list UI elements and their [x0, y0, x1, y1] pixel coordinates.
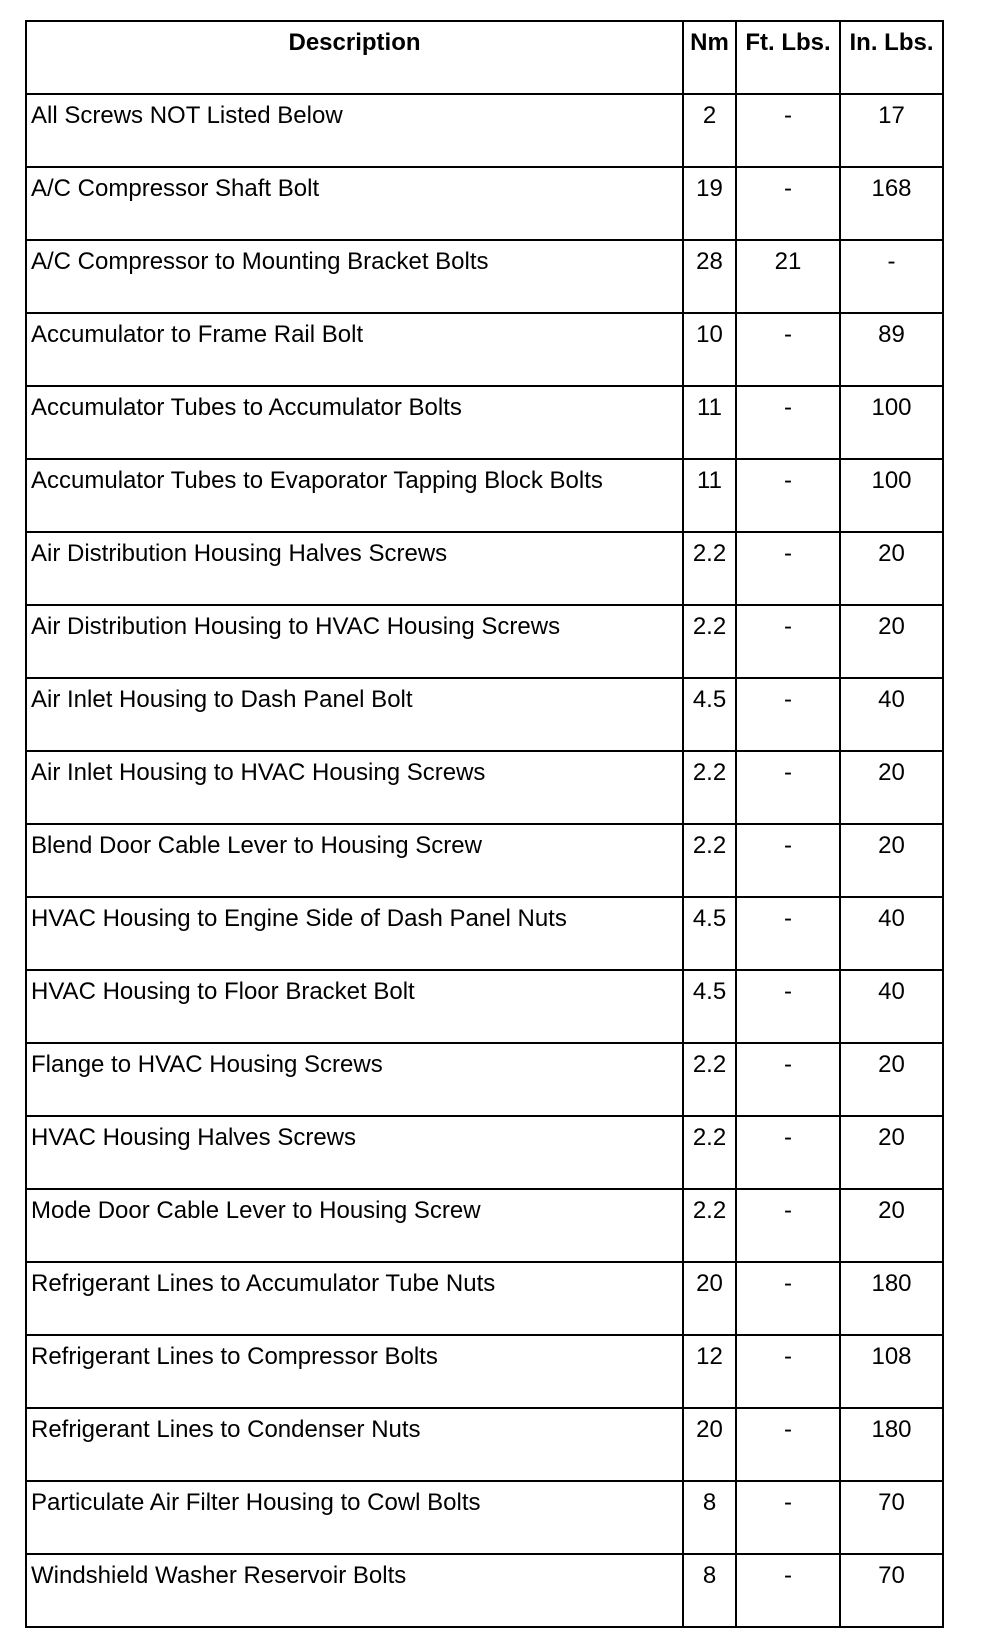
- cell-ft-lbs: -: [736, 532, 840, 605]
- cell-description: HVAC Housing Halves Screws: [26, 1116, 683, 1189]
- cell-ft-lbs: -: [736, 970, 840, 1043]
- cell-ft-lbs: -: [736, 1189, 840, 1262]
- cell-ft-lbs: -: [736, 386, 840, 459]
- cell-description: Air Inlet Housing to Dash Panel Bolt: [26, 678, 683, 751]
- cell-nm: 4.5: [683, 970, 736, 1043]
- cell-ft-lbs: -: [736, 897, 840, 970]
- cell-nm: 2.2: [683, 824, 736, 897]
- cell-description: Particulate Air Filter Housing to Cowl Bolts: [26, 1481, 683, 1554]
- table-row: [26, 1043, 943, 1116]
- cell-in-lbs: 70: [840, 1481, 943, 1554]
- cell-ft-lbs: -: [736, 167, 840, 240]
- cell-nm: 2.2: [683, 605, 736, 678]
- cell-nm: 11: [683, 386, 736, 459]
- cell-description: Flange to HVAC Housing Screws: [26, 1043, 683, 1116]
- cell-description: A/C Compressor Shaft Bolt: [26, 167, 683, 240]
- table-row: [26, 1481, 943, 1554]
- cell-ft-lbs: -: [736, 1554, 840, 1627]
- cell-nm: 20: [683, 1408, 736, 1481]
- cell-ft-lbs: -: [736, 94, 840, 167]
- cell-nm: 2.2: [683, 1043, 736, 1116]
- table-row: [26, 605, 943, 678]
- cell-ft-lbs: -: [736, 1481, 840, 1554]
- cell-ft-lbs: -: [736, 678, 840, 751]
- table-row: [26, 167, 943, 240]
- table-row: [26, 897, 943, 970]
- cell-in-lbs: 17: [840, 94, 943, 167]
- cell-in-lbs: 100: [840, 386, 943, 459]
- cell-description: All Screws NOT Listed Below: [26, 94, 683, 167]
- cell-description: Mode Door Cable Lever to Housing Screw: [26, 1189, 683, 1262]
- cell-in-lbs: 40: [840, 970, 943, 1043]
- cell-ft-lbs: -: [736, 1116, 840, 1189]
- cell-in-lbs: 108: [840, 1335, 943, 1408]
- cell-nm: 28: [683, 240, 736, 313]
- table-row: [26, 1189, 943, 1262]
- table-row: [26, 1408, 943, 1481]
- cell-in-lbs: 20: [840, 1116, 943, 1189]
- cell-ft-lbs: -: [736, 459, 840, 532]
- cell-in-lbs: 168: [840, 167, 943, 240]
- header-description: Description: [26, 21, 683, 94]
- cell-description: Air Distribution Housing Halves Screws: [26, 532, 683, 605]
- table-row: [26, 1554, 943, 1627]
- cell-in-lbs: 40: [840, 897, 943, 970]
- cell-in-lbs: 100: [840, 459, 943, 532]
- torque-spec-table: [25, 20, 944, 1628]
- cell-nm: 2.2: [683, 1116, 736, 1189]
- table-row: [26, 751, 943, 824]
- cell-in-lbs: 40: [840, 678, 943, 751]
- header-in-lbs: In. Lbs.: [840, 21, 943, 94]
- cell-nm: 19: [683, 167, 736, 240]
- cell-in-lbs: 20: [840, 532, 943, 605]
- cell-nm: 8: [683, 1554, 736, 1627]
- cell-in-lbs: -: [840, 240, 943, 313]
- cell-in-lbs: 20: [840, 605, 943, 678]
- table-row: [26, 824, 943, 897]
- cell-in-lbs: 20: [840, 1043, 943, 1116]
- cell-nm: 8: [683, 1481, 736, 1554]
- cell-nm: 10: [683, 313, 736, 386]
- table-row: [26, 1116, 943, 1189]
- cell-in-lbs: 70: [840, 1554, 943, 1627]
- cell-nm: 4.5: [683, 678, 736, 751]
- table-row: [26, 678, 943, 751]
- cell-ft-lbs: -: [736, 751, 840, 824]
- cell-description: Refrigerant Lines to Compressor Bolts: [26, 1335, 683, 1408]
- cell-description: Accumulator to Frame Rail Bolt: [26, 313, 683, 386]
- cell-ft-lbs: -: [736, 1335, 840, 1408]
- table-row: [26, 459, 943, 532]
- table-header: [26, 21, 943, 94]
- header-nm: Nm: [683, 21, 736, 94]
- header-ft-lbs: Ft. Lbs.: [736, 21, 840, 94]
- cell-ft-lbs: -: [736, 313, 840, 386]
- cell-in-lbs: 20: [840, 1189, 943, 1262]
- cell-nm: 2.2: [683, 751, 736, 824]
- cell-description: Air Distribution Housing to HVAC Housing Screws: [26, 605, 683, 678]
- table-row: [26, 532, 943, 605]
- cell-in-lbs: 180: [840, 1408, 943, 1481]
- cell-description: HVAC Housing to Floor Bracket Bolt: [26, 970, 683, 1043]
- cell-ft-lbs: -: [736, 605, 840, 678]
- cell-in-lbs: 20: [840, 824, 943, 897]
- cell-ft-lbs: -: [736, 1262, 840, 1335]
- cell-description: Air Inlet Housing to HVAC Housing Screws: [26, 751, 683, 824]
- cell-ft-lbs: -: [736, 1408, 840, 1481]
- cell-description: Accumulator Tubes to Accumulator Bolts: [26, 386, 683, 459]
- table-row: [26, 386, 943, 459]
- cell-description: Refrigerant Lines to Condenser Nuts: [26, 1408, 683, 1481]
- cell-ft-lbs: -: [736, 824, 840, 897]
- cell-in-lbs: 180: [840, 1262, 943, 1335]
- cell-nm: 4.5: [683, 897, 736, 970]
- table-row: [26, 94, 943, 167]
- cell-description: HVAC Housing to Engine Side of Dash Panel Nuts: [26, 897, 683, 970]
- cell-description: Accumulator Tubes to Evaporator Tapping Block Bolts: [26, 459, 683, 532]
- cell-description: Windshield Washer Reservoir Bolts: [26, 1554, 683, 1627]
- table-row: [26, 1335, 943, 1408]
- table-body: [26, 94, 943, 1627]
- cell-nm: 20: [683, 1262, 736, 1335]
- cell-nm: 2.2: [683, 532, 736, 605]
- cell-description: A/C Compressor to Mounting Bracket Bolts: [26, 240, 683, 313]
- table-row: [26, 1262, 943, 1335]
- cell-nm: 2: [683, 94, 736, 167]
- cell-ft-lbs: 21: [736, 240, 840, 313]
- cell-in-lbs: 89: [840, 313, 943, 386]
- table-row: [26, 313, 943, 386]
- header-row: [26, 21, 943, 94]
- cell-in-lbs: 20: [840, 751, 943, 824]
- cell-ft-lbs: -: [736, 1043, 840, 1116]
- table-row: [26, 970, 943, 1043]
- cell-description: Refrigerant Lines to Accumulator Tube Nuts: [26, 1262, 683, 1335]
- cell-nm: 2.2: [683, 1189, 736, 1262]
- cell-nm: 12: [683, 1335, 736, 1408]
- table-row: [26, 240, 943, 313]
- cell-nm: 11: [683, 459, 736, 532]
- cell-description: Blend Door Cable Lever to Housing Screw: [26, 824, 683, 897]
